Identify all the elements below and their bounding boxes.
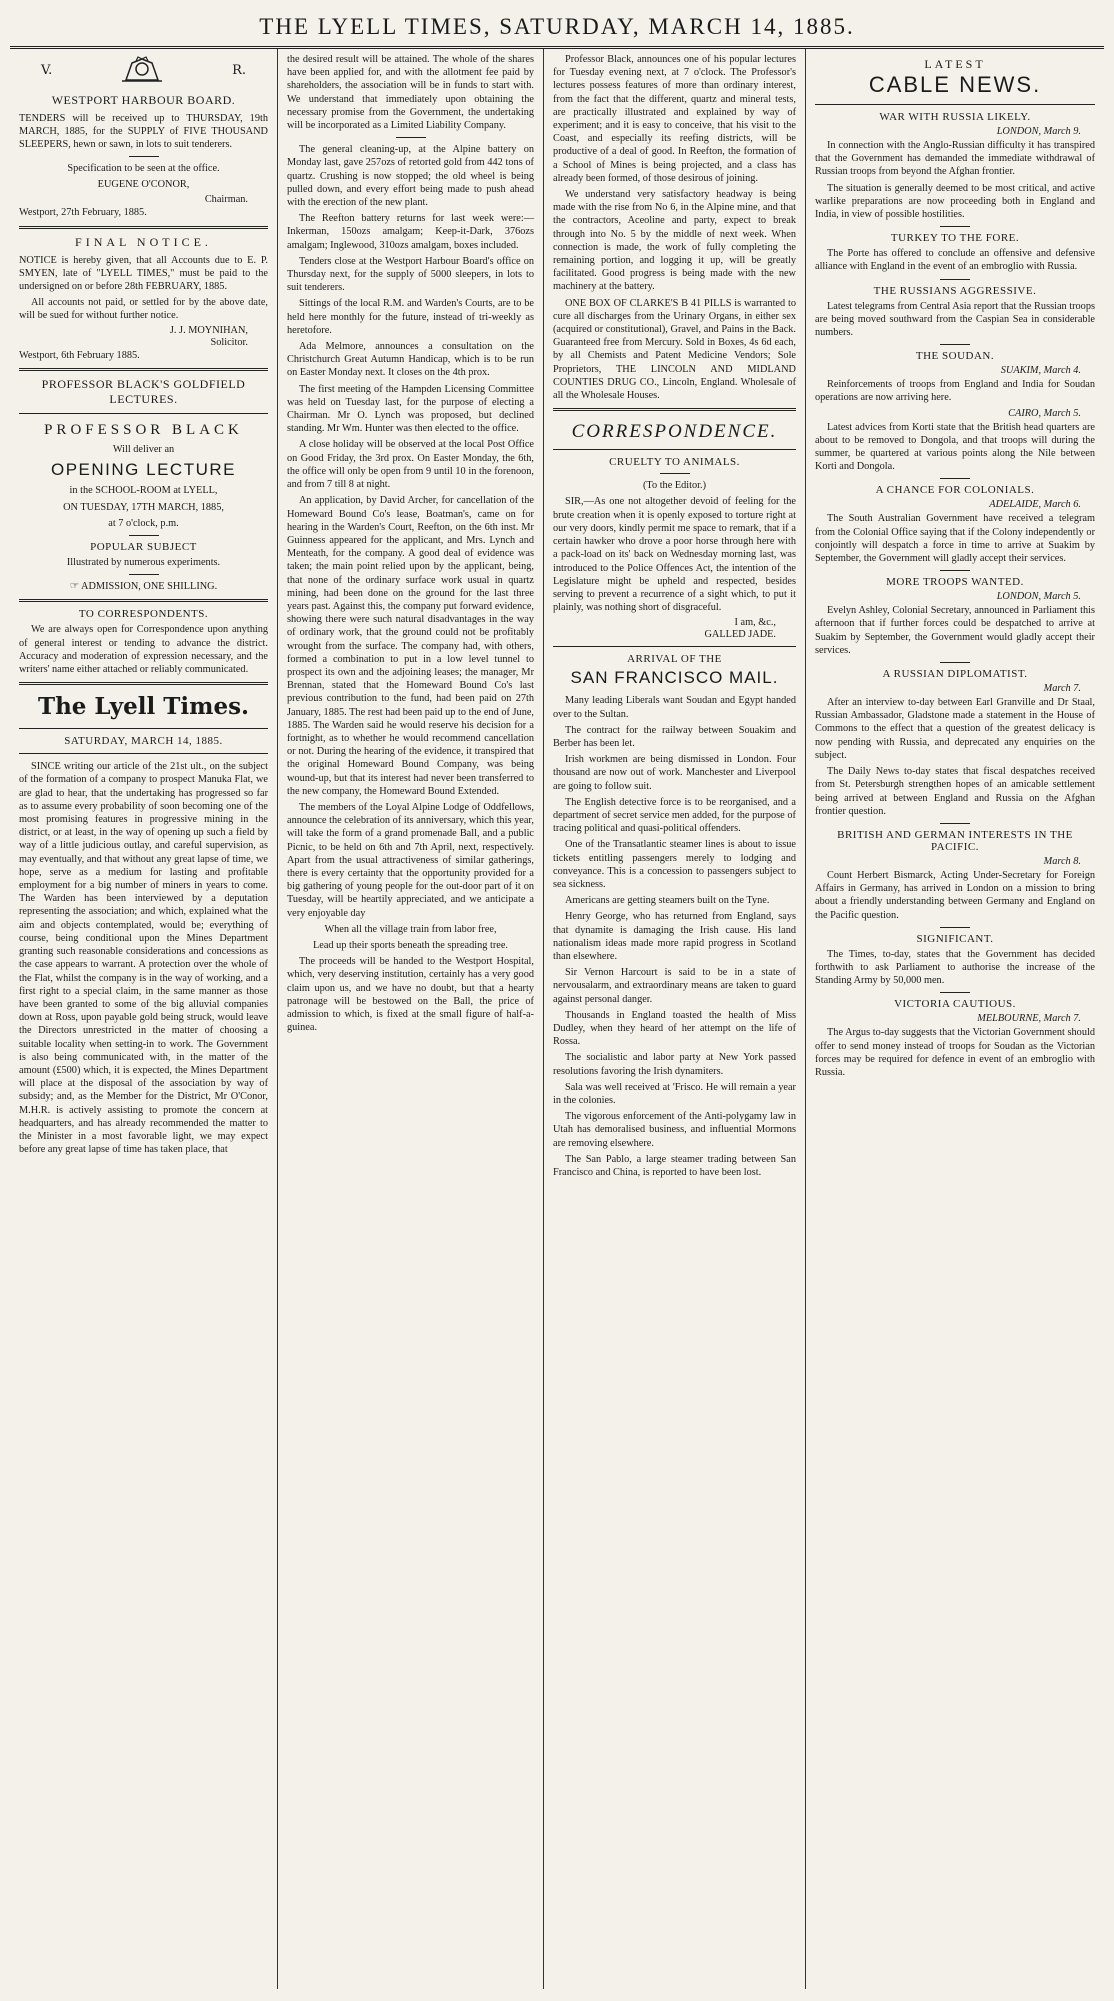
divider: [553, 646, 796, 647]
spec-name: EUGENE O'CONOR,: [97, 179, 190, 191]
divider: [940, 992, 970, 993]
turkey-head: TURKEY TO THE FORE.: [890, 232, 1020, 245]
divider: [940, 570, 970, 571]
mail-item: The socialistic and labor party at New York passed resolutions favoring the Irish dynamiters.: [553, 1052, 796, 1077]
tenders-notice: TENDERS will be received up to THURSDAY, 19th MARCH, 1885, for the SUPPLY of FIVE THOUSAND SLEEPERS, hewn or sawn, in lots to suit tenderers.: [19, 113, 268, 150]
paragraph: Count Herbert Bismarck, Acting Under-Secretary for Foreign Affairs in Germany, has arrived in London on a mission to bring about a friendly understanding between Germany and England on the Pacific question.: [815, 869, 1095, 921]
paragraph: In connection with the Anglo-Russian difficulty it has transpired that the Government has demanded the immediate withdrawal of Russian troops from beyond the Afghan frontier.: [815, 140, 1095, 178]
paragraph: Reinforcements of troops from England and India for Soudan operations are now arriving here.: [815, 379, 1095, 404]
mail-item: Henry George, who has returned from England, says that dynamite is damaging the Irish cause. His land nationalism ideas made more rapid progress in Scotland than elsewhere.: [553, 911, 796, 962]
divider: [940, 279, 970, 280]
paragraph: Professor Black, announces one of his popular lectures for Tuesday evening next, at 7 o'clock. The Professor's lectures possess features of more than ordinary interest, from the fact that the different, quartz and mineral tests, are practically illustrated and explained by way of experiment; and it is easy to conceive, that his visit to the Coast, and especially its reefing districts, will be productive of a deal of good. In Reefton, the formation of a School of Mines is being projected, and a class has already been formed, of those desirous of joining.: [553, 54, 796, 184]
mail-item: The contract for the railway between Souakim and Berber has been let.: [553, 724, 796, 749]
war-date: LONDON, March 9.: [996, 126, 1081, 137]
correspondence-head: CORRESPONDENCE.: [571, 421, 778, 443]
paragraph: the desired result will be attained. The whole of the shares have been applied for, and with the allotment fee paid by shareholders, the association will be in funds to start with. We understand that immediately upon obtaining the necessary promise from the Government, the undertaking will be incorporated as a Limited Liability Company.: [287, 54, 534, 132]
admission-line: [19, 580, 268, 593]
soudan-date: CAIRO, March 5.: [1008, 407, 1081, 419]
paragraph: Latest advices from Korti state that the British head quarters are about to be removed to Dongola, and that troops will during the summer, be quartered at various points along the Nile between Korti and Dongola.: [815, 421, 1095, 473]
masthead: THE LYELL TIMES, SATURDAY, MARCH 14, 1885.: [10, 8, 1104, 49]
paragraph: The Porte has offered to conclude an offensive and defensive alliance with England in the event of an embroglio with Russia.: [815, 248, 1095, 273]
columns: [10, 49, 1104, 1989]
diplomatist-date: March 7.: [1043, 683, 1081, 695]
paragraph: A close holiday will be observed at the local Post Office on Good Friday, the 3rd prox. On Easter Monday, the 6th, the office will only be open from 9 until 10 in the forenoon, and from 7 till 8 at night.: [287, 439, 534, 491]
divider: [129, 535, 159, 536]
royal-crest-line: [19, 53, 268, 87]
significant-head: SIGNIFICANT.: [916, 932, 994, 945]
paragraph: An application, by David Archer, for cancellation of the Homeward Bound Co's lease, Boatman's, came on for hearing in the Warden's Court, Reefton, on the 6th inst. Mr Guinness appeared for the applicant, and Mrs. Lynch and Menteath, for the company. A good deal of evidence was taken; the main point relied upon by the applicant, being, that none of the ordinary surface work usual in quartz mining, had been done on the ground for the last three years past. Against this, the company put forward evidence, showing there were such natural disadvantages in the way of ordinary work, that the ground could not be profitably wrought from the surface. The company had, with others, formed a combination to put in a low level tunnel to prospect its own and the adjoining leases; the manager, Mr Brennan, stated that the Homeward Bound Co's last previous contribution to the fund, had been paid on 27th January, 1885. The rest had been paid up to the end of June, 1885. The Warden said he would reserve his decision for a fortnight, as to whether he would recommend cancellation or not. During the hearing of the evidence, it transpired that the original Homeward Bound Company, was being wound-up, but that its interest had never been transferred to the new company, the Homeward Bound Extended.: [287, 495, 534, 797]
paragraph: The Reefton battery returns for last week were:—Inkerman, 150ozs amalgam; Keep-it-Dark, 376ozs amalgam; Inglewood, 310ozs amalgam, boxes included.: [287, 213, 534, 251]
soudan-head: THE SOUDAN.: [915, 350, 995, 363]
divider: [19, 413, 268, 414]
final-notice-name: J. J. MOYNIHAN,: [169, 325, 248, 337]
diplomatist-head: A RUSSIAN DIPLOMATIST.: [882, 668, 1028, 681]
divider: [396, 137, 426, 138]
deliver-line: Will deliver an: [112, 444, 175, 456]
mail-item: Sir Vernon Harcourt is said to be in a state of nervousalarm, and extraordinary means are taken to guard against personal danger.: [553, 967, 796, 1005]
mail-item: One of the Transatlantic steamer lines is about to issue tickets entitling passengers merely to lodging and conveyance. This is a concession to passengers subject to sea sickness.: [553, 839, 796, 890]
letter-text: SIR,—As one not altogether devoid of feeling for the brute creation when it is openly exposed to torture right at our very doors, kindly permit me space to remark, that if a certain hawker who drove a poor horse through here with a pack-load on its' back on Wednesday morning last, was introduced to the Police Offences Act, the intention of the Legislature might be upheld and respected, besides serving to prevent a recurrence of a sight which, to put it plainly, was nothing short of disgraceful.: [553, 496, 796, 614]
admission-text: ADMISSION, ONE SHILLING.: [81, 581, 218, 593]
mail-item: Irish workmen are being dismissed in London. Four thousand are now out of work. Manchester and Liverpool are going to follow suit.: [553, 754, 796, 792]
school-line: in the SCHOOL-ROOM at LYELL,: [69, 485, 218, 497]
sf-mail-head: SAN FRANCISCO MAIL.: [570, 668, 779, 688]
paragraph: Ada Melmore, announces a consultation on the Christchurch Great Autumn Handicap, which is to be run on Easter Monday next. It closes on the 4th prox.: [287, 341, 534, 379]
paragraph: The proceeds will be handed to the Westport Hospital, which, very deserving institution, certainly has a very good claim upon us, and we have no doubt, but that a hearty patronage will be bestowed on the Ball, the price of admission to which, is fixed at the small figure of half-a-guinea.: [287, 956, 534, 1034]
harbour-board-title: WESTPORT HARBOUR BOARD.: [51, 93, 236, 107]
final-notice-text: NOTICE is hereby given, that all Accounts due to E. P. SMYEN, late of "LYELL TIMES," must be paid to the undersigned on or before 28th FEBRUARY, 1885.: [19, 254, 268, 292]
british-german-head: BRITISH AND GERMAN INTERESTS IN THE PACIFIC.: [837, 828, 1073, 853]
spec-role: Chairman.: [204, 194, 248, 206]
final-notice-text2: All accounts not paid, or settled for by the above date, will be sued for without further notice.: [19, 296, 268, 321]
paragraph: The members of the Loyal Alpine Lodge of Oddfellows, announce the celebration of its anniversary, which this year, will take the form of a grand promenade Ball, and a public Picnic, to be held on 6th and 7th April, next, respectively. Apart from the usual attractiveness of similar gatherings, there is every certainty that the opportunity provided for a big gathering of young people for the out-door part of it on Tuesday, will be heartily appreciated, and we anticipate a very enjoyable day: [287, 801, 534, 919]
verse-line: When all the village train from labor free,: [324, 923, 497, 935]
paragraph: Evelyn Ashley, Colonial Secretary, announced in Parliament this afternoon that if further forces could be despatched to arrive at Suakim by September, the Government would gladly accept their services.: [815, 605, 1095, 656]
date-line: ON TUESDAY, 17TH MARCH, 1885,: [63, 501, 224, 513]
letter-iam: I am, &c.,: [734, 617, 776, 629]
paragraph: After an interview to-day between Earl Granville and Dr Staal, Russian Ambassador, Gladstone made a statement in the House of Commons to the effect that a question of the greatest delicacy is now pending with Russia, and deprecated any enquiries on the subject.: [815, 697, 1095, 761]
paragraph: Latest telegrams from Central Asia report that the Russian troops are being moved southward from the Caspian Sea in considerable numbers.: [815, 300, 1095, 339]
time-line: at 7 o'clock, p.m.: [108, 517, 179, 529]
paragraph: The first meeting of the Hampden Licensing Committee was held on Tuesday last, for the purpose of electing a Chairman. Mr O. Lynch was proposed, but declined standing. Mr Wm. Hunter was then elected to the office.: [287, 383, 534, 435]
cable-news-head: CABLE NEWS.: [868, 72, 1042, 97]
mail-item: Sala was well received at 'Frisco. He will remain a year in the colonies.: [553, 1081, 796, 1106]
cruelty-head: CRUELTY TO ANIMALS.: [609, 456, 740, 469]
victoria-head: VICTORIA CAUTIOUS.: [894, 998, 1016, 1011]
mail-item: Many leading Liberals want Soudan and Egypt handed over to the Sultan.: [553, 695, 796, 720]
column-4: [806, 49, 1104, 1989]
british-german-date: March 8.: [1043, 855, 1081, 867]
divider: [815, 104, 1095, 105]
paragraph: The general cleaning-up, at the Alpine battery on Monday last, gave 257ozs of retorted gold from 442 tons of quartz. Crushing is now stopped; the old wheel is being pulled down, and every effort being made to push ahead with the erection of the new plant.: [287, 144, 534, 209]
letter-signature: GALLED JADE.: [704, 629, 776, 641]
column-3: [544, 49, 806, 1989]
divider: [553, 449, 796, 450]
editorial-date: SATURDAY, MARCH 14, 1885.: [64, 735, 223, 748]
mail-item: The San Pablo, a large steamer trading between San Francisco and China, is reported to have been lost.: [553, 1153, 796, 1179]
troops-head: MORE TROOPS WANTED.: [886, 576, 1024, 589]
chance-date: ADELAIDE, March 6.: [989, 499, 1081, 511]
final-notice-head: FINAL NOTICE.: [75, 234, 212, 249]
professor-title: PROFESSOR BLACK: [44, 422, 243, 439]
paragraph: The Times, to-day, states that the Government has decided forthwith to ask Parliament to authorise the increase of the Standing Army by 50,000 men.: [815, 948, 1095, 987]
divider: [19, 682, 268, 685]
vr-right: R.: [232, 62, 246, 78]
to-editor: (To the Editor.): [642, 480, 707, 492]
divider: [553, 408, 796, 411]
final-notice-date: Westport, 6th February 1885.: [19, 350, 140, 362]
final-notice-role: Solicitor.: [210, 337, 248, 349]
lecture-head: PROFESSOR BLACK'S GOLDFIELD LECTURES.: [41, 377, 246, 407]
divider: [129, 574, 159, 575]
divider: [940, 662, 970, 663]
chance-head: A CHANCE FOR COLONIALS.: [875, 484, 1035, 497]
divider: [660, 473, 690, 474]
vr-left: V.: [41, 62, 53, 78]
victoria-date: MELBOURNE, March 7.: [977, 1013, 1081, 1025]
divider: [19, 753, 268, 754]
divider: [19, 728, 268, 729]
divider: [19, 368, 268, 371]
verse-line: Lead up their sports beneath the spreading tree.: [313, 940, 508, 951]
divider: [940, 478, 970, 479]
divider: [940, 344, 970, 345]
paragraph: The situation is generally deemed to be most critical, and active warlike preparations are now proceeding both in England and India, in view of possible hostilities.: [815, 182, 1095, 221]
aggressive-head: THE RUSSIANS AGGRESSIVE.: [873, 284, 1037, 297]
latest-head: LATEST: [924, 57, 986, 71]
paragraph: The Daily News to-day states that fiscal despatches received from St. Petersburgh strengthen hopes of an amicable settlement being arrived at between England and Russia on the Afghan frontier question.: [815, 766, 1095, 817]
divider: [19, 599, 268, 602]
paper-name: The Lyell Times.: [37, 693, 250, 721]
column-2: [278, 49, 544, 1989]
pills-advert: ONE BOX OF CLARKE'S B 41 PILLS is warranted to cure all discharges from the Urinary Organs, in either sex (acquired or constitutional), Gravel, and Pains in the Back. Guaranteed free from Mercury. Sold in Boxes, 4s 6d each, by all Chemists and Patent Medicine Vendors; Sole Proprietors, THE LINCOLN AND MIDLAND COUNTIES DRUG CO., Lincoln, England. Wholesale of all the Wholesale Houses.: [553, 297, 796, 402]
divider: [940, 226, 970, 227]
divider: [940, 927, 970, 928]
illustrated-line: Illustrated by numerous experiments.: [66, 557, 221, 569]
correspondents-head: TO CORRESPONDENTS.: [78, 608, 209, 621]
mail-item: Thousands in England toasted the health of Miss Dudley, when they heard of her attempt on the life of Rossa.: [553, 1009, 796, 1048]
pointing-hand-icon: ☞: [69, 581, 80, 593]
royal-crest-icon: [118, 55, 166, 85]
popular-subject: POPULAR SUBJECT: [90, 541, 197, 554]
mail-item: The vigorous enforcement of the Anti-polygamy law in Utah has demoralised business, and influential Mormons are removing elsewhere.: [553, 1111, 796, 1149]
paragraph: Tenders close at the Westport Harbour Board's office on Thursday next, for the supply of 5000 sleepers, in lots to suit tenderers.: [287, 255, 534, 294]
spec-date: Westport, 27th February, 1885.: [19, 207, 147, 219]
arrival-head: ARRIVAL OF THE: [627, 653, 722, 666]
paragraph: We understand very satisfactory headway is being made with the rise from No 6, in the Alpine mine, and that the contractors, Aceoline and party, expect to break through into No. 5 by the middle of next week. When connection is made, the work of fully completing the remaining portion, and logging it up, will be greatly facilitated. Good progress is being made with the new machinery at the battery.: [553, 189, 796, 293]
divider: [19, 226, 268, 229]
divider: [940, 823, 970, 824]
editorial-text: SINCE writing our article of the 21st ult., on the subject of the formation of a company to prospect Manuka Flat, we are glad to hear, that the undertaking has progressed so far as to assume every probability of soon becoming one of the most promising features in progressive mining in the district, or at least, in the way of opening up such a field by way of a little judicious outlay, and careful supervision, as may eventually, and that without any great lapse of time, we hope, serve as a medium for lasting and profitable employment for a big number of miners in years to come. The Warden has been interviewed by a deputation representing the association; and which, explained what the aim and objects contemplated, would be; everything of course, being conditional upon the Mines Department granting such reasonable considerations and concessions as the case appears to warrant. A protection over the whole of the Flat, whilst the company is in the way of working, and a first right to a special claim, in the same manner as those have been granted to some of the big alluvial companies down at Ross, upon payable gold being struck, would leave the Directors unrestricted in the matter of choosing a suitable locality when setting-in to work. The Government is also being communicated with, in the matter of the amount (£500) which, it is expected, the Mines Department will place at the disposal of the association by way of subsidy; and, as the Member for the District, Mr O'Conor, M.H.R. is actively assisting to promote the concern at headquarters, and has already recommended the matter to the Minister in a most favorable light, we may expect before any great lapse of time has taken place, that: [19, 761, 268, 1156]
paragraph: Sittings of the local R.M. and Warden's Courts, are to be held here monthly for the future, instead of tri-weekly as heretofore.: [287, 298, 534, 336]
opening-lecture: OPENING LECTURE: [51, 460, 236, 480]
column-1: [10, 49, 278, 1989]
correspondents-text: We are always open for Correspondence upon anything of general interest or tending to advance the district. Accuracy and moderation of expression necessary, and the writers' name either attached or reliably communicated.: [19, 624, 268, 676]
mail-item: Americans are getting steamers built on the Tyne.: [565, 895, 770, 907]
war-head: WAR WITH RUSSIA LIKELY.: [879, 111, 1031, 123]
paragraph: The Argus to-day suggests that the Victorian Government should offer to send money instead of troops for Soudan as the Victorian forces may be required for defence in event of an embroglio with Russia.: [815, 1027, 1095, 1078]
spec-text: Specification to be seen at the office.: [67, 163, 220, 174]
troops-date: LONDON, March 5.: [996, 591, 1081, 603]
soudan-date: SUAKIM, March 4.: [1000, 365, 1081, 377]
mail-item: The English detective force is to be reorganised, and a department of secret service men added, for the purpose of tracing political and quasi-political offenders.: [553, 796, 796, 835]
divider: [129, 156, 159, 157]
paragraph: The South Australian Government have received a telegram from the Colonial Office saying that if the Colony independently or conjointly will despatch a force in time to arrive at Suakim by September, the Government will gladly accept their services.: [815, 513, 1095, 565]
